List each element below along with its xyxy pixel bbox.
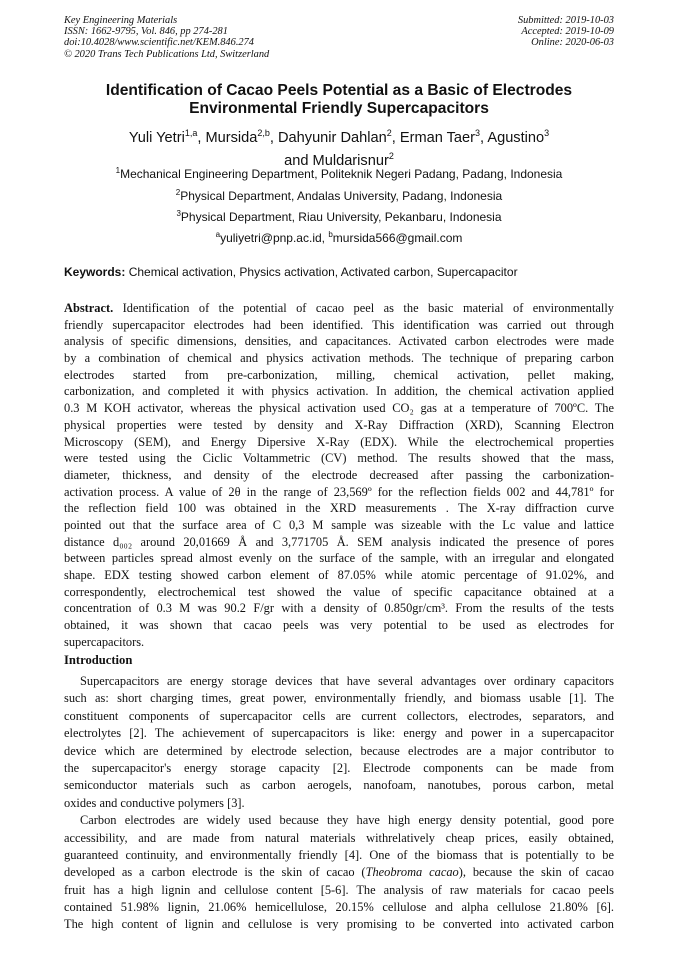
doi: doi:10.4028/www.scientific.net/KEM.846.274 — [64, 37, 254, 49]
aff-text: Mechanical Engineering Department, Politeknik Negeri Padang, Padang, Indonesia — [120, 167, 563, 181]
species-name: Theobroma cacao — [365, 865, 459, 880]
email-link[interactable]: mursida566@gmail.com — [332, 231, 463, 245]
paragraph-line: contained 51.98% lignin, 21.06% hemicellulose, 20.15% cellulose and alpha cellulose 21.80% [6]. — [64, 900, 614, 915]
aff-sup: 1 — [115, 166, 121, 175]
paragraph-line: guaranteed continuity, and environmentally friendly [4]. One of the biomass that is potentially to be — [64, 847, 614, 862]
abstract-line: activation process. A value of 2θ in the range of 23,569º for the reflection fields 002 and 44,781º for — [64, 484, 614, 499]
author-sup: 2,b — [257, 128, 270, 138]
abstract-text: Identification of the potential of cacao peel as the basic material of environmentally — [113, 301, 614, 315]
abstract-line — [64, 300, 614, 317]
abstract-line: the reflection field 100 was obtained in the XRD measurements . The X-ray diffraction curve — [64, 501, 614, 516]
authors: Yuli Yetri$^{1,a}$, Mursida$^{2,b}$, Dahyunir Dahlan$^2$, Erman Taer$^3$, Agustino$^3$ and Muldarisnur$^2$ — [128, 128, 550, 169]
paper-title — [40, 82, 638, 118]
online-date: Online: 2020-06-03 — [531, 37, 614, 49]
paragraph-text: ), because the skin of cacao — [458, 865, 614, 880]
paragraph-line: oxides and conductive polymers [3]. — [64, 795, 245, 810]
abstract-line: correspondently, electrochemical test showed the value of specific capacitance obtained at a — [64, 584, 614, 599]
abstract-line: analysis of specific dimensions, densities, and capacitances. Activated carbon electrodes were made — [64, 334, 614, 349]
aff-sup: 2 — [175, 188, 181, 197]
abstract-line: pointed out that the surface area of C 0,3 M sample was sizeable with the Lc value and lattice — [64, 517, 614, 532]
author: Erman Taer — [399, 129, 476, 146]
issn: ISSN: 1662-9795, Vol. 846, pp 274-281 — [64, 26, 228, 38]
abstract-line: obtained, it was shown that cacao peels was very potential to be used as electrodes for — [64, 618, 614, 633]
author: Yuli Yetri — [128, 129, 185, 146]
paragraph-text: developed as a carbon electrode is the skin of cacao ( — [64, 865, 366, 880]
author-sup: 2 — [386, 128, 392, 138]
author: and Muldarisnur — [284, 152, 389, 169]
paragraph-line: Supercapacitors are energy storage devices that have several advantages over ordinary capacitors — [80, 674, 614, 688]
abstract — [64, 300, 614, 650]
section-heading-introduction: Introduction — [64, 653, 133, 667]
journal-info — [64, 15, 269, 60]
author-sup: 3 — [475, 128, 481, 138]
author: Mursida — [205, 129, 258, 146]
affiliation — [40, 209, 638, 224]
copyright: © 2020 Trans Tech Publications Ltd, Switzerland — [64, 48, 270, 60]
email-link[interactable]: yuliyetri@pnp.ac.id, — [220, 231, 325, 245]
paragraph-line — [64, 864, 614, 881]
title-line: Identification of Cacao Peels Potential as a Basic of Electrodes — [105, 82, 573, 99]
abstract-line: 0.3 M KOH activator, whereas the physical activation used CO₂ gas at a temperature of 700ºC. The — [64, 401, 614, 416]
paragraph-line: constituent components of supercapacitor cells are current collectors, electrodes, separators, and — [64, 708, 614, 723]
title-line: Environmental Friendly Supercapacitors — [189, 100, 489, 117]
dates — [518, 15, 614, 49]
keywords — [64, 265, 518, 279]
paragraph-line: Carbon electrodes are widely used because they have high energy density potential, good pore — [80, 813, 614, 828]
abstract-line: supercapacitors. — [64, 634, 145, 649]
author: Dahyunir Dahlan — [278, 129, 387, 146]
submitted-date: Submitted: 2019-10-03 — [517, 15, 614, 26]
paragraph-line: accessibility, and are made from natural materials withrelatively cheap prices, easily obtained, — [64, 830, 614, 845]
paragraph-line: semiconductor materials such as carbon aerogels, nanofoam, nanotubes, porous carbon, metal — [64, 778, 614, 793]
aff-text: Physical Department, Andalas University, Padang, Indonesia — [180, 189, 503, 203]
paragraph-line: fruit has a high lignin and cellulose content [5-6]. The analysis of raw materials for cacao peels — [64, 882, 614, 897]
abstract-line: by a combination of chemical and physics activation methods. The technique of preparing carbon — [64, 351, 614, 366]
emails — [40, 230, 638, 245]
abstract-line: diameter, thickness, and density of the electrode decreased after passing the carbonization- — [64, 467, 614, 482]
paragraph-line: The high content of lignin and cellulose is very promising to be converted into activated carbon — [64, 917, 614, 932]
aff-sup: 3 — [176, 209, 181, 218]
paragraph-line: electrolytes [2]. The achievement of supercapacitors is like: energy and power in a supercapacitor — [64, 726, 614, 741]
author-sup: 1,a — [184, 128, 198, 138]
abstract-line: concentration of 0.3 M was 90.2 F/gr with a density of 0.850gr/cm³. From the results of the tests — [64, 601, 614, 616]
abstract-line: Microscopy (SEM), and Energy Dipersive X-Ray (EDX). While the electrochemical properties — [64, 434, 614, 449]
abstract-line: shape. EDX testing showed carbon element of 87.05% while atomic percentage of 91.02%, and — [64, 568, 614, 582]
email-sup: a — [215, 230, 221, 239]
abstract-line: distance d₀₀₂ around 20,01669 Å and 3,771705 Å. SEM analysis indicated the presence of pores — [64, 534, 614, 549]
paragraph-line: such as: short charging times, great power, environmentally friendly, and biomass usable [1]. The — [64, 691, 614, 706]
abstract-line: physical properties were tested by density and X-Ray Diffraction (XRD), Scanning Electron — [64, 417, 614, 432]
paragraph-line: the supercapacitor's energy storage capacity [2]. Electrode components can be made from — [64, 760, 614, 775]
abstract-line: electrodes started from pre-carbonization, milling, chemical activation, pellet making, — [64, 367, 614, 382]
author-sup: 2 — [388, 150, 394, 161]
abstract-label: Abstract. — [64, 301, 114, 315]
paragraph-line: device which are determined by electrode selection, because electrodes are a major contributor to — [64, 743, 614, 758]
author-sup: 3 — [544, 128, 550, 138]
abstract-line: friendly supercapacitor electrodes had been identified. This identification was carried out through — [64, 317, 614, 332]
aff-text: Physical Department, Riau University, Pekanbaru, Indonesia — [180, 210, 502, 224]
journal-name: Key Engineering Materials — [64, 15, 178, 26]
abstract-line: between particles spread almost evenly on the surface of the sample, with an irregular and elongated — [64, 551, 614, 566]
affiliation — [40, 188, 638, 203]
accepted-date: Accepted: 2019-10-09 — [521, 26, 614, 38]
abstract-line: carbonization, and completed it with physics activation. In addition, the chemical activation applied — [64, 384, 614, 399]
keywords-text: Chemical activation, Physics activation, Activated carbon, Supercapacitor — [128, 265, 518, 279]
abstract-line: were tested using the Ciclic Voltammetric (CV) method. The results showed that the mass, — [64, 451, 614, 466]
introduction-body — [64, 673, 614, 934]
keywords-label: Keywords: — [64, 265, 126, 279]
author: Agustino — [487, 129, 545, 146]
email-sup: b — [328, 230, 333, 239]
affiliation — [40, 166, 638, 181]
